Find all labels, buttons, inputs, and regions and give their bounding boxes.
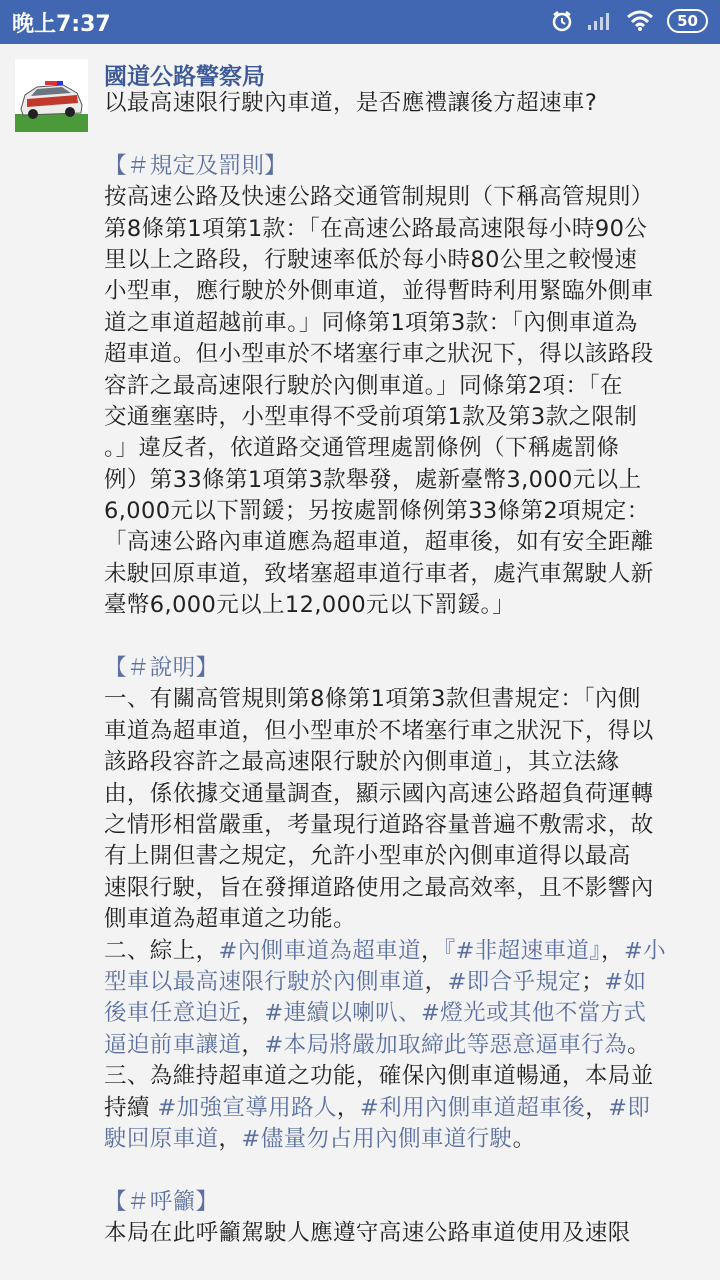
summary-line: [104, 1030, 714, 1061]
text: 持續: [104, 1094, 158, 1121]
explanation-line: 之情形相當嚴重，考量現行道路容量普遍不敷需求，故: [104, 811, 654, 838]
hashtag-link[interactable]: #加強宣導用路人: [157, 1094, 337, 1121]
text: 二、綜上，: [104, 937, 219, 964]
hashtag-link[interactable]: 型車以最高速限行駛於內側車道: [104, 968, 425, 995]
rules-line: 里以上之路段，行駛速率低於每小時80公里之較慢速: [104, 246, 638, 273]
hashtag-link[interactable]: 後車任意迫近: [104, 1000, 242, 1027]
explanation-line: 速限行駛，旨在發揮道路使用之最高效率，且不影響內: [104, 874, 654, 901]
wifi-icon: [627, 10, 653, 32]
rules-line: 容許之最高速限行駛於內側車道。」同條第2項：「在: [104, 372, 623, 399]
post-card: [0, 44, 720, 1280]
text: ，: [218, 1125, 242, 1152]
post-body: [104, 88, 714, 1249]
hashtag-link[interactable]: 逼迫前車讓道: [104, 1031, 242, 1058]
hashtag-link[interactable]: #利用內側車道超車後: [359, 1094, 586, 1121]
measure-line: [104, 1124, 714, 1155]
explanation-line: 該路段容許之最高速限行駛於內側車道」，其立法緣: [104, 749, 620, 776]
rules-line: 第8條第1項第1款：「在高速公路最高速限每小時90公: [104, 215, 648, 242]
explanation-line: 有上開但書之規定，允許小型車於內側車道得以最高: [104, 843, 631, 870]
text: ，: [600, 937, 624, 964]
summary-line: [104, 936, 714, 967]
rules-line: 「高速公路內車道應為超車道，超車後，如有安全距離: [104, 529, 654, 556]
text: 。: [627, 1031, 650, 1058]
appeal-line: 本局在此呼籲駕駛人應遵守高速公路車道使用及速限: [104, 1220, 631, 1247]
summary-line: [104, 998, 714, 1029]
text: ，: [336, 1094, 360, 1121]
hashtag-link[interactable]: #儘量勿占用內側車道行駛: [241, 1125, 513, 1152]
text: ，: [420, 937, 444, 964]
hashtag-link[interactable]: #小: [623, 937, 666, 964]
hashtag-link[interactable]: #即: [608, 1094, 651, 1121]
rules-line: 按高速公路及快速公路交通管制規則（下稱高管規則）: [104, 184, 654, 211]
explanation-line: 側車道為超車道之功能。: [104, 906, 356, 933]
explanation-line: 車道為超車道，但小型車於不堵塞行車之狀況下，得以: [104, 717, 654, 744]
hashtag-link[interactable]: 『#非超速車道』: [443, 937, 601, 964]
rules-line: 超車道。但小型車於不堵塞行車之狀況下，得以該路段: [104, 341, 654, 368]
hashtag-link[interactable]: #即合乎規定: [447, 968, 582, 995]
rules-line: 6,000元以下罰鍰；另按處罰條例第33條第2項規定：: [104, 498, 650, 525]
police-car-avatar[interactable]: [15, 59, 88, 132]
text: ；: [581, 968, 605, 995]
explanation-line: 由，係依據交通量調查，顯示國內高速公路超負荷運轉: [104, 780, 654, 807]
measure-line: 三、為維持超車道之功能，確保內側車道暢通，本局並: [104, 1063, 654, 1090]
measure-line: [104, 1093, 714, 1124]
hashtag-link[interactable]: #內側車道為超車道: [218, 937, 421, 964]
hashtag-link[interactable]: #本局將嚴加取締此等惡意逼車行為: [264, 1031, 628, 1058]
hashtag-link[interactable]: 駛回原車道: [104, 1125, 219, 1152]
status-bar: [0, 0, 720, 44]
rules-line: 道之車道超越前車。」同條第1項第3款：「內側車道為: [104, 309, 638, 336]
alarm-icon: [551, 10, 573, 32]
rules-line: 未駛回原車道，致堵塞超車道行車者，處汽車駕駛人新: [104, 560, 654, 587]
section-heading-appeal[interactable]: 【＃呼籲】: [104, 1188, 219, 1215]
text: ，: [585, 1094, 609, 1121]
hashtag-link[interactable]: #如: [604, 968, 647, 995]
battery-indicator: 50: [667, 9, 708, 33]
rules-line: 臺幣6,000元以上12,000元以下罰鍰。」: [104, 592, 516, 619]
status-time: 晚上7:37: [12, 12, 111, 37]
rules-line: 例）第33條第1項第3款舉發，處新臺幣3,000元以上: [104, 466, 642, 493]
explanation-line: 一、有關高管規則第8條第1項第3款但書規定：「內側: [104, 686, 641, 713]
hashtag-link[interactable]: #連續以喇叭、#燈光或其他不當方式: [264, 1000, 647, 1027]
signal-icon: [587, 10, 613, 32]
text: 。: [512, 1125, 536, 1152]
text: ，: [241, 1031, 265, 1058]
rules-line: 小型車，應行駛於外側車道，並得暫時利用緊臨外側車: [104, 278, 654, 305]
section-heading-rules[interactable]: 【＃規定及罰則】: [104, 152, 288, 179]
text: ，: [241, 1000, 265, 1027]
section-heading-explanation[interactable]: 【＃說明】: [104, 655, 219, 682]
page-name[interactable]: 國道公路警察局: [104, 64, 265, 90]
summary-line: [104, 967, 714, 998]
text: ，: [424, 968, 448, 995]
post-title: 以最高速限行駛內車道，是否應禮讓後方超速車?: [104, 90, 598, 116]
status-icons: [551, 9, 708, 33]
rules-line: 交通壅塞時，小型車得不受前項第1款及第3款之限制: [104, 403, 638, 430]
rules-line: 。」違反者，依道路交通管理處罰條例（下稱處罰條: [104, 435, 620, 462]
